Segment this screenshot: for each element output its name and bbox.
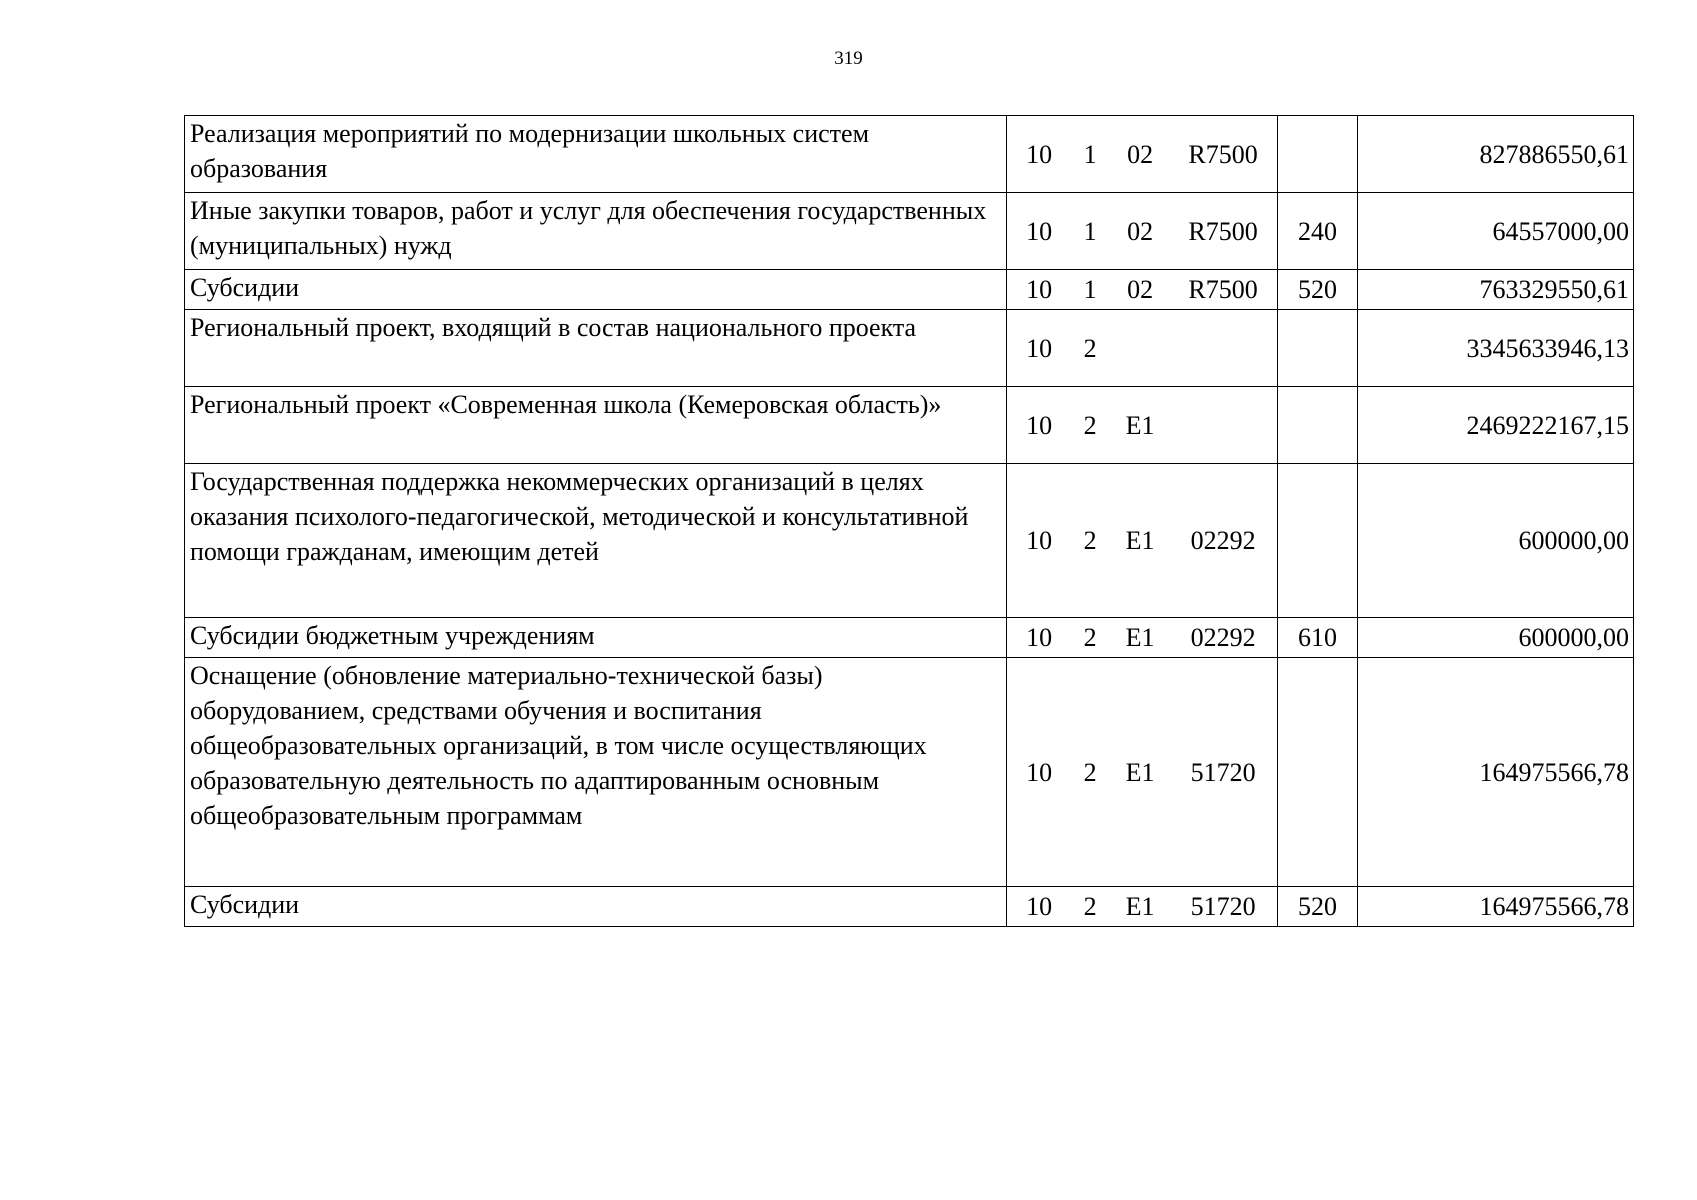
row-codes xyxy=(1007,464,1278,618)
amount: 2469222167,15 xyxy=(1358,387,1634,464)
code-group: 02 xyxy=(1127,216,1154,246)
amount: 164975566,78 xyxy=(1358,887,1634,927)
amount: 827886550,61 xyxy=(1358,116,1634,193)
row-name: Субсидии xyxy=(185,887,1007,927)
amount: 164975566,78 xyxy=(1358,658,1634,887)
code-group: E1 xyxy=(1125,526,1155,555)
row-name: Региональный проект, входящий в состав национального проекта xyxy=(185,310,1007,387)
code-section: 10 xyxy=(1026,139,1053,169)
code-subprogram: 1 xyxy=(1083,275,1097,304)
row-name: Иные закупки товаров, работ и услуг для обеспечения государственных (муниципальных) нужд xyxy=(185,193,1007,270)
code-article: 51720 xyxy=(1190,757,1256,787)
row-name: Оснащение (обновление материально-технической базы) оборудованием, средствами обучения и воспитания общеобразовательных организаций, в том числе осуществляющих образовательную деятельность по адаптированным основным общеобразовательным программам xyxy=(185,658,1007,887)
table-row xyxy=(185,270,1634,310)
row-name: Субсидии xyxy=(185,270,1007,310)
code-article: R7500 xyxy=(1188,216,1258,246)
code-group: E1 xyxy=(1125,892,1155,921)
row-codes xyxy=(1007,193,1278,270)
code-subprogram: 1 xyxy=(1083,139,1097,169)
row-name: Субсидии бюджетным учреждениям xyxy=(185,618,1007,658)
code-group: E1 xyxy=(1125,623,1155,652)
code-group: 02 xyxy=(1127,275,1154,304)
row-codes xyxy=(1007,116,1278,193)
row-name: Региональный проект «Современная школа (Кемеровская область)» xyxy=(185,387,1007,464)
code-section: 10 xyxy=(1026,333,1053,363)
table-row xyxy=(185,887,1634,927)
expense-type: 520 xyxy=(1277,270,1358,310)
code-group: E1 xyxy=(1125,757,1155,787)
code-group: E1 xyxy=(1125,410,1155,440)
code-section: 10 xyxy=(1026,892,1053,921)
expense-type xyxy=(1277,116,1358,193)
amount: 64557000,00 xyxy=(1358,193,1634,270)
page-number: 319 xyxy=(834,48,863,69)
expense-type: 520 xyxy=(1277,887,1358,927)
code-article: R7500 xyxy=(1188,139,1258,169)
row-codes xyxy=(1007,270,1278,310)
expense-type xyxy=(1277,310,1358,387)
table-row xyxy=(185,193,1634,270)
row-codes xyxy=(1007,387,1278,464)
row-codes xyxy=(1007,887,1278,927)
table-row xyxy=(185,116,1634,193)
row-codes xyxy=(1007,618,1278,658)
table-row xyxy=(185,310,1634,387)
amount: 600000,00 xyxy=(1358,618,1634,658)
code-section: 10 xyxy=(1026,410,1053,440)
code-subprogram: 2 xyxy=(1083,892,1097,921)
table-row xyxy=(185,618,1634,658)
row-name: Реализация мероприятий по модернизации школьных систем образования xyxy=(185,116,1007,193)
table-row xyxy=(185,658,1634,887)
code-article: 02292 xyxy=(1190,623,1256,652)
expense-type xyxy=(1277,464,1358,618)
code-section: 10 xyxy=(1026,275,1053,304)
amount: 3345633946,13 xyxy=(1358,310,1634,387)
code-section: 10 xyxy=(1026,623,1053,652)
expense-type xyxy=(1277,658,1358,887)
code-article: R7500 xyxy=(1188,275,1258,304)
row-codes xyxy=(1007,310,1278,387)
code-section: 10 xyxy=(1026,757,1053,787)
budget-table xyxy=(184,115,1634,927)
code-section: 10 xyxy=(1026,216,1053,246)
row-codes xyxy=(1007,658,1278,887)
code-subprogram: 2 xyxy=(1083,623,1097,652)
expense-type xyxy=(1277,387,1358,464)
row-name: Государственная поддержка некоммерческих организаций в целях оказания психолого-педагогической, методической и консультативной помощи гражданам, имеющим детей xyxy=(185,464,1007,618)
expense-type: 610 xyxy=(1277,618,1358,658)
table-row xyxy=(185,387,1634,464)
amount: 763329550,61 xyxy=(1358,270,1634,310)
amount: 600000,00 xyxy=(1358,464,1634,618)
code-subprogram: 1 xyxy=(1083,216,1097,246)
expense-type: 240 xyxy=(1277,193,1358,270)
code-subprogram: 2 xyxy=(1083,757,1097,787)
code-section: 10 xyxy=(1026,526,1053,555)
table-row xyxy=(185,464,1634,618)
code-article: 02292 xyxy=(1190,526,1256,555)
code-subprogram: 2 xyxy=(1083,410,1097,440)
code-subprogram: 2 xyxy=(1083,333,1097,363)
code-subprogram: 2 xyxy=(1083,526,1097,555)
code-group: 02 xyxy=(1127,139,1154,169)
code-article: 51720 xyxy=(1190,892,1256,921)
